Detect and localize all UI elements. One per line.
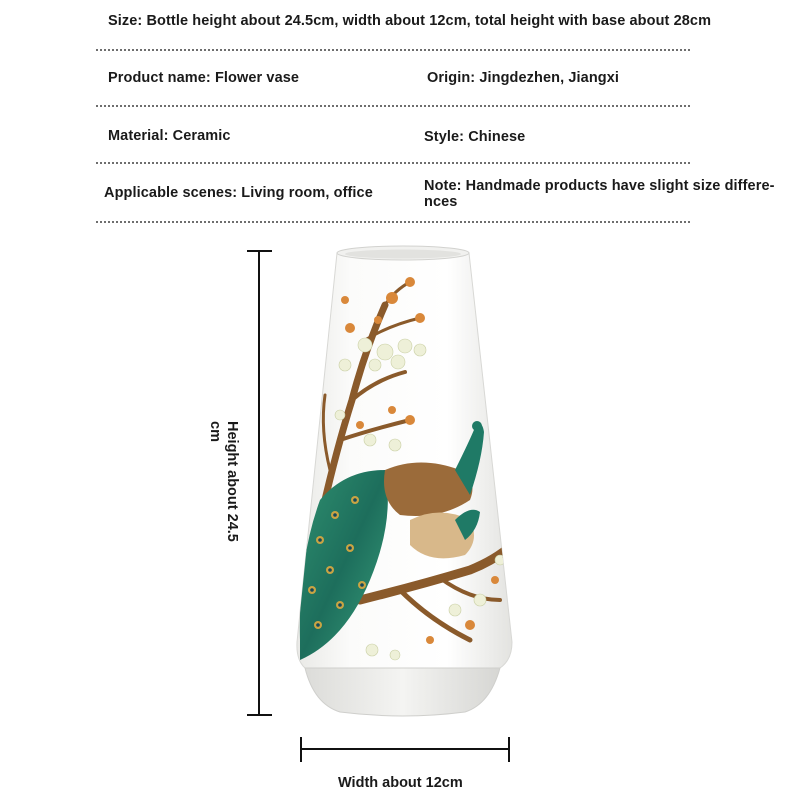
- height-dimension-line: [247, 251, 272, 715]
- material-spec: Material: Ceramic: [108, 128, 231, 144]
- product-name-spec: Product name: Flower vase: [108, 70, 300, 86]
- width-dimension-line: [301, 737, 509, 762]
- width-label: Width about 12cm: [338, 775, 463, 791]
- scenes-spec: Applicable scenes: Living room, office: [104, 185, 373, 201]
- height-label: Height about 24.5 cm: [207, 421, 240, 542]
- size-spec: Size: Bottle height about 24.5cm, width about 12cm, total height with base about 28cm: [108, 13, 712, 29]
- note-line-1: Note: Handmade products have slight size differe-: [424, 178, 775, 194]
- note-line-2: nces: [424, 194, 458, 210]
- origin-spec: Origin: Jingdezhen, Jiangxi: [427, 70, 620, 86]
- style-spec: Style: Chinese: [424, 129, 526, 145]
